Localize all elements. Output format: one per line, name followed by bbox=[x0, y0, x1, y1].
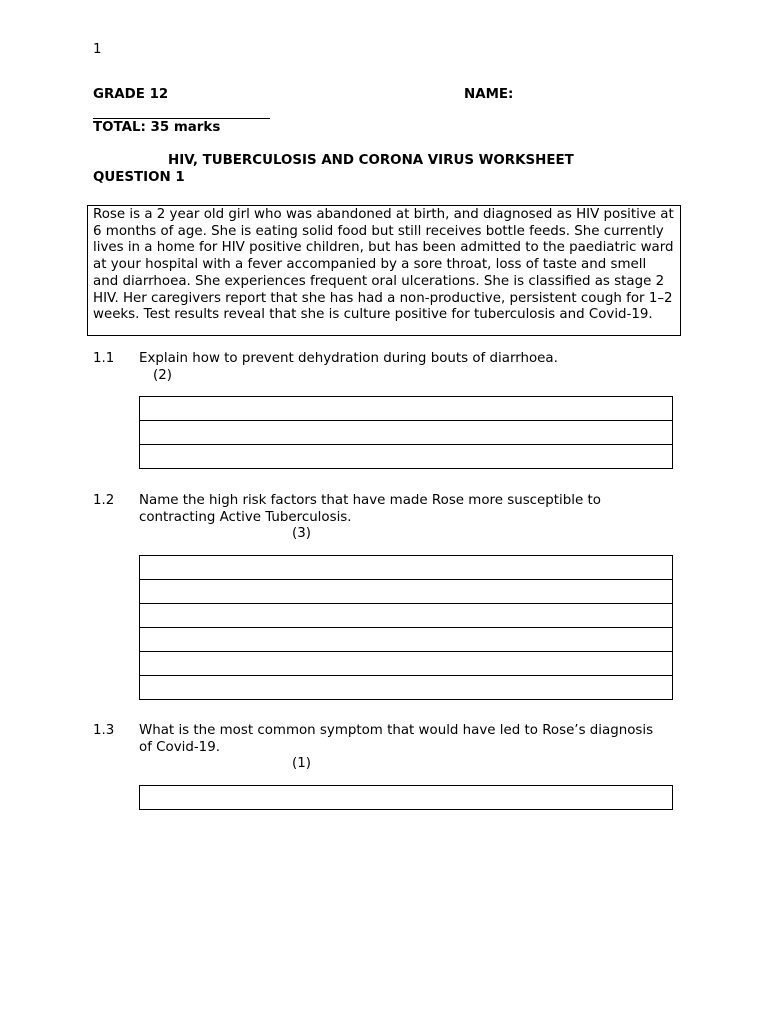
worksheet-title: HIV, TUBERCULOSIS AND CORONA VIRUS WORKSHEET bbox=[168, 153, 574, 168]
answer-line[interactable] bbox=[140, 397, 672, 421]
answer-line[interactable] bbox=[140, 580, 672, 604]
name-label: NAME: bbox=[464, 87, 514, 102]
question-text: Name the high risk factors that have made Rose more susceptible to contracting Active Tuberculosis. bbox=[139, 493, 601, 525]
name-field-line[interactable] bbox=[93, 118, 270, 119]
answer-line[interactable] bbox=[140, 556, 672, 580]
page-number: 1 bbox=[93, 42, 102, 57]
scenario-box: Rose is a 2 year old girl who was abandoned at birth, and diagnosed as HIV positive at 6 months of age. She is eating solid food but still receives bottle feeds. She currently lives in a home for HIV positive children, but has been admitted to the paediatric ward at your hospital with a fever accompanied by a sore throat, loss of taste and smell and diarrhoea. She experiences frequent oral ulcerations. She is classified as stage 2 HIV. Her caregivers report that she has had a non-productive, persistent cough for 1–2 weeks. Test results reveal that she is culture positive for tuberculosis and Covid-19. bbox=[87, 205, 681, 336]
total-marks: TOTAL: 35 marks bbox=[93, 120, 221, 135]
answer-line[interactable] bbox=[140, 604, 672, 628]
question-marks: (2) bbox=[153, 368, 172, 383]
grade-label: GRADE 12 bbox=[93, 87, 169, 102]
question-marks: (3) bbox=[292, 526, 311, 541]
answer-line[interactable] bbox=[140, 676, 672, 699]
answer-line[interactable] bbox=[140, 421, 672, 445]
question-number: 1.1 bbox=[93, 351, 115, 366]
answer-line[interactable] bbox=[140, 786, 672, 809]
question-number: 1.3 bbox=[93, 723, 115, 738]
answer-line[interactable] bbox=[140, 628, 672, 652]
answer-line[interactable] bbox=[140, 445, 672, 468]
question-marks: (1) bbox=[292, 756, 311, 771]
question-text: Explain how to prevent dehydration during bouts of diarrhoea. bbox=[139, 351, 558, 366]
answer-line[interactable] bbox=[140, 652, 672, 676]
answer-box-1-1[interactable] bbox=[139, 396, 673, 469]
answer-box-1-2[interactable] bbox=[139, 555, 673, 700]
question-number: 1.2 bbox=[93, 493, 115, 508]
answer-box-1-3[interactable] bbox=[139, 785, 673, 810]
question-text: What is the most common symptom that would have led to Rose’s diagnosis of Covid-19. bbox=[139, 723, 654, 755]
question-heading: QUESTION 1 bbox=[93, 170, 185, 185]
